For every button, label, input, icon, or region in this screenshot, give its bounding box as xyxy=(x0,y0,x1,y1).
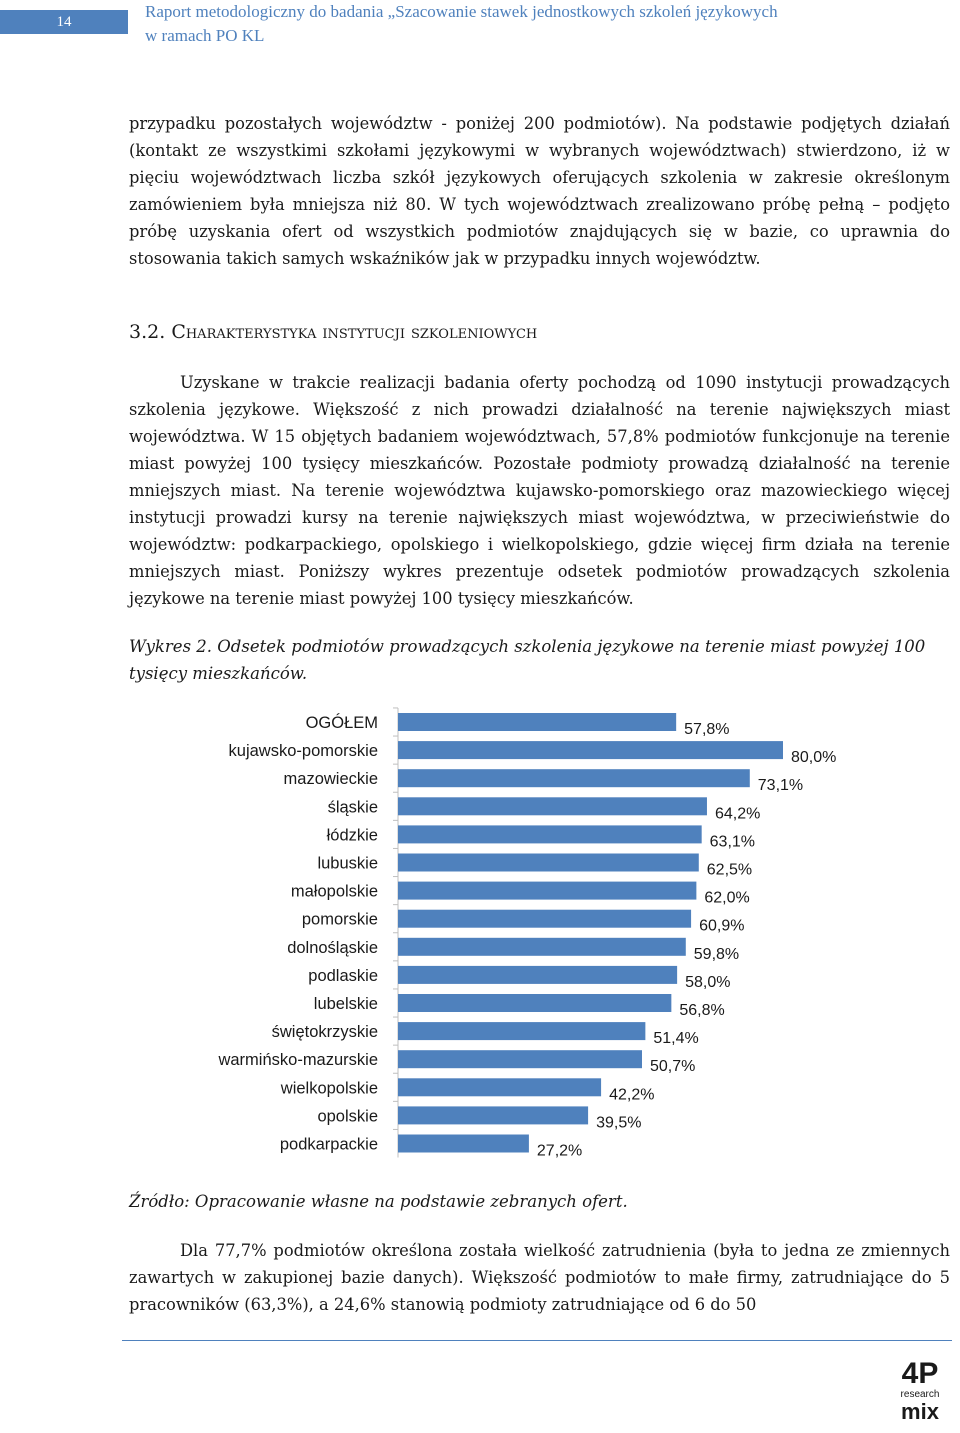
chart-value-label: 39,5% xyxy=(596,1114,642,1132)
chart-value-label: 59,8% xyxy=(693,945,740,963)
logo-4p-text: 4P xyxy=(901,1357,939,1390)
logo-research-text: research xyxy=(900,1389,940,1400)
chart-value-label: 60,9% xyxy=(699,917,745,935)
bar-chart-svg xyxy=(130,700,930,1170)
section-title: Charakterystyka instytucji szkoleniowych xyxy=(171,321,538,343)
chart-bar xyxy=(398,1106,588,1124)
chart-bar xyxy=(398,966,677,984)
chart-caption xyxy=(129,633,949,687)
chart-bar xyxy=(398,994,671,1012)
chart-category-label: łódzkie xyxy=(326,826,378,845)
chart-bar xyxy=(398,1078,601,1096)
chart-category-label: OGÓŁEM xyxy=(305,714,378,732)
chart-caption-text: Odsetek podmiotów prowadzących szkolenia językowe na terenie miast powyżej 100 tysięcy mieszkańców. xyxy=(129,637,926,683)
chart-caption-label: Wykres 2. xyxy=(129,637,213,656)
chart-value-label: 51,4% xyxy=(653,1030,699,1048)
chart-category-label: świętokrzyskie xyxy=(271,1023,378,1042)
chart-value-label: 62,5% xyxy=(706,861,753,879)
chart-bar xyxy=(398,882,696,900)
chart-category-label: śląskie xyxy=(327,798,378,817)
chart-category-label: dolnośląskie xyxy=(287,938,378,957)
chart-category-label: lubuskie xyxy=(317,854,378,873)
4p-research-mix-logo xyxy=(890,1355,950,1425)
section-number: 3.2. xyxy=(129,321,166,343)
chart-value-label: 58,0% xyxy=(685,973,731,991)
chart-value-label: 56,8% xyxy=(679,1002,725,1019)
chart-value-label: 57,8% xyxy=(684,721,730,738)
chart-value-label: 50,7% xyxy=(649,1058,696,1076)
chart-value-label: 80,0% xyxy=(791,749,837,767)
chart-category-label: lubelskie xyxy=(313,995,378,1013)
chart-value-label: 63,1% xyxy=(709,833,756,851)
paragraph-intro: przypadku pozostałych województw - poniżej 200 podmiotów). Na podstawie podjętych działań (kontakt ze wszystkimi szkołami językowymi w wybranych województwach) stwierdzono, iż w pięciu województwach liczba szkół językowych oferujących szkolenia w zakresie określonym zamówieniem była mniejsza niż 80. W tych województwach zrealizowano próbę pełną – podjęto próbę uzyskania ofert od wszystkich podmiotów znajdujących się w bazie, co uprawnia do stosowania takich samych wskaźników jak w przypadku innych województw. xyxy=(129,114,950,268)
chart-bar xyxy=(398,825,702,843)
running-header-line1: Raport metodologiczny do badania „Szacowanie stawek jednostkowych szkoleń językowych xyxy=(145,2,778,21)
chart-value-label: 64,2% xyxy=(714,805,761,823)
chart-category-label: mazowieckie xyxy=(283,770,378,789)
chart-value-label: 27,2% xyxy=(536,1142,583,1160)
chart-value-label: 62,0% xyxy=(704,889,750,907)
footer-divider xyxy=(122,1340,952,1341)
running-header-line2: w ramach PO KL xyxy=(145,26,265,45)
chart-category-label: kujawsko-pomorskie xyxy=(228,742,378,761)
chart-bar xyxy=(398,713,676,731)
chart-source: Źródło: Opracowanie własne na podstawie zebranych ofert. xyxy=(129,1192,628,1211)
section-heading xyxy=(129,318,537,346)
chart-value-label: 42,2% xyxy=(609,1086,655,1104)
running-header xyxy=(145,0,945,48)
chart-category-label: opolskie xyxy=(317,1107,378,1126)
chart-category-label: podkarpackie xyxy=(279,1135,378,1154)
chart-category-label: podlaskie xyxy=(308,966,378,985)
bar-chart xyxy=(130,700,930,1170)
page-number: 14 xyxy=(0,10,128,34)
paragraph-institutions: Uzyskane w trakcie realizacji badania oferty pochodzą od 1090 instytucji prowadzących szkolenia językowe. Większość z nich prowadzi działalność na terenie największych miast województwa. W 15 objętych badaniem województwach, 57,8% podmiotów funkcjonuje na terenie miast powyżej 100 tysięcy mieszkańców. Pozostałe podmioty prowadzą działalność na terenie mniejszych miast. Na terenie województwa kujawsko-pomorskiego oraz mazowieckiego więcej instytucji prowadzi kursy na terenie największych miast województwa, w przeciwieństwie do województw: podkarpackiego, opolskiego i wielkopolskiego, gdzie więcej firm działa na terenie mniejszych miast. Poniższy wykres prezentuje odsetek podmiotów prowadzących szkolenia językowe na terenie miast powyżej 100 tysięcy mieszkańców. xyxy=(129,373,950,608)
chart-bar xyxy=(398,769,750,787)
chart-bar xyxy=(398,1022,645,1040)
chart-value-label: 73,1% xyxy=(757,777,804,795)
chart-category-label: wielkopolskie xyxy=(280,1079,378,1098)
logo-mix-text: mix xyxy=(901,1399,939,1424)
chart-bar xyxy=(398,938,686,956)
chart-category-label: małopolskie xyxy=(290,882,378,901)
chart-category-label: warmińsko-mazurskie xyxy=(218,1051,378,1070)
chart-bar xyxy=(398,1135,529,1153)
chart-bar xyxy=(398,854,699,872)
chart-bar xyxy=(398,741,783,759)
chart-category-label: pomorskie xyxy=(301,910,378,929)
paragraph-employment: Dla 77,7% podmiotów określona została wielkość zatrudnienia (była to jedna ze zmiennych zawartych w zakupionej bazie danych). Większość podmiotów to małe firmy, zatrudniające do 5 pracowników (63,3%), a 24,6% stanowią podmioty zatrudniające od 6 do 50 xyxy=(129,1241,950,1314)
chart-bar xyxy=(398,1050,642,1068)
chart-bar xyxy=(398,910,691,928)
chart-bar xyxy=(398,797,707,815)
